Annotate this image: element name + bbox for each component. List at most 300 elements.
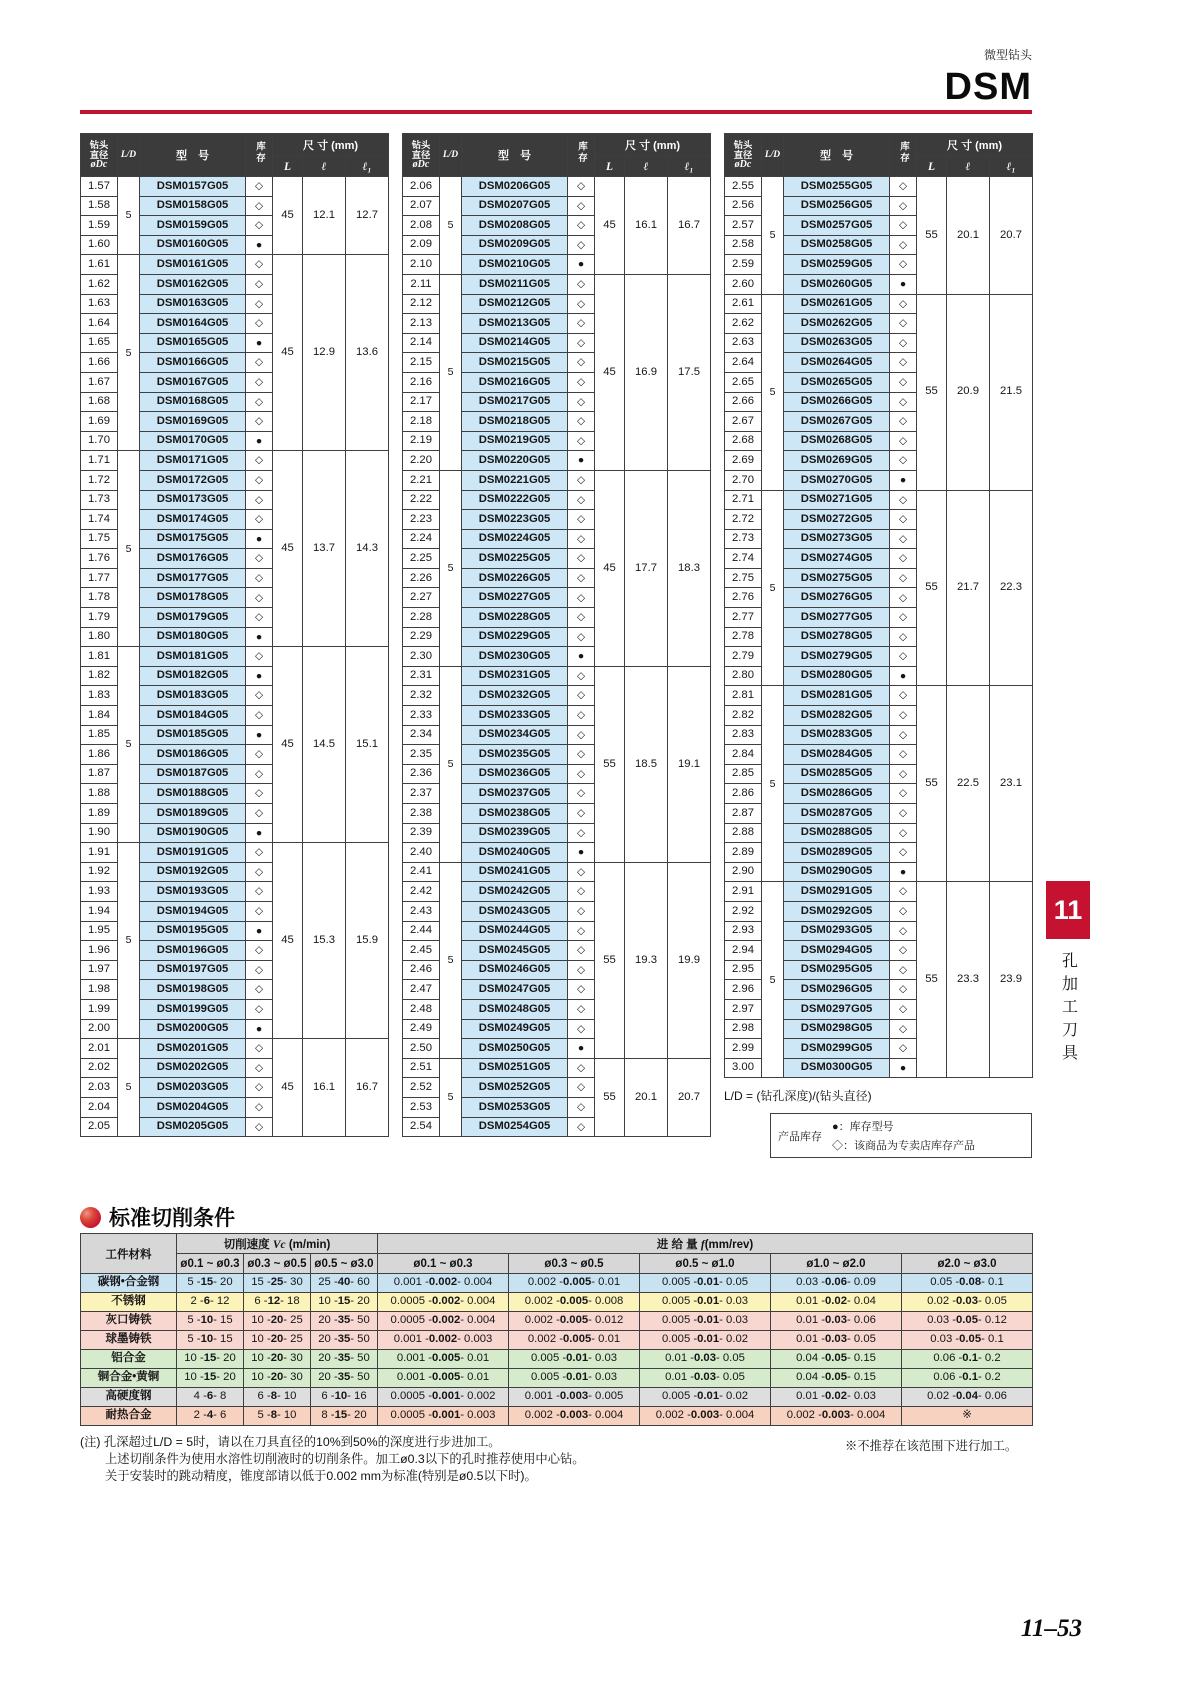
condition-value-cell: 10 -15- 20	[311, 1293, 378, 1312]
diameter-cell: 1.90	[81, 823, 118, 843]
material-name-cell: 灰口铸铁	[81, 1312, 177, 1331]
ld-column-header: L/D	[118, 134, 140, 177]
condition-value-cell: 10 -15- 20	[177, 1350, 244, 1369]
diameter-cell: 1.85	[81, 725, 118, 745]
condition-value-cell: 0.001 -0.005- 0.01	[378, 1369, 509, 1388]
model-number-cell: DSM0199G05	[140, 999, 246, 1019]
diameter-cell: 1.59	[81, 216, 118, 236]
model-number-cell: DSM0263G05	[784, 333, 890, 353]
diameter-cell: 2.35	[403, 745, 440, 765]
chapter-label-text: 孔加工刀具	[1059, 952, 1077, 1067]
model-number-cell: DSM0235G05	[462, 745, 568, 765]
stock-status-cell: ◇	[568, 725, 595, 745]
diameter-cell: 1.83	[81, 686, 118, 706]
condition-value-cell: 0.001 -0.002- 0.004	[378, 1274, 509, 1293]
diameter-column-header	[725, 134, 762, 177]
drill-row	[403, 177, 711, 197]
stock-status-cell: ◇	[246, 784, 273, 804]
dimension-cell: 22.5	[947, 686, 990, 882]
stock-status-cell: ◇	[568, 764, 595, 784]
condition-value-cell: 10 -20- 25	[244, 1331, 311, 1350]
model-number-cell: DSM0298G05	[784, 1019, 890, 1039]
ld-cell: 5	[440, 274, 462, 470]
diameter-cell: 2.57	[725, 216, 762, 236]
material-row	[81, 1350, 1033, 1369]
condition-value-cell: 5 -8- 10	[244, 1407, 311, 1426]
range-warning-note: ※不推荐在该范围下进行加工。	[845, 1439, 1018, 1453]
model-number-cell: DSM0201G05	[140, 1039, 246, 1059]
dimension-cell: 13.7	[303, 451, 346, 647]
model-number-cell: DSM0261G05	[784, 294, 890, 314]
diameter-range-row	[81, 1254, 1033, 1274]
model-number-cell: DSM0292G05	[784, 901, 890, 921]
model-number-cell: DSM0258G05	[784, 235, 890, 255]
diameter-cell: 2.67	[725, 412, 762, 432]
diameter-cell: 2.76	[725, 588, 762, 608]
model-number-cell: DSM0231G05	[462, 666, 568, 686]
dimension-cell: 18.3	[668, 470, 711, 666]
length-l1-header: ℓ₁	[990, 157, 1033, 177]
condition-value-cell: 6 -10- 16	[311, 1388, 378, 1407]
diameter-cell: 1.92	[81, 862, 118, 882]
model-number-cell: DSM0223G05	[462, 510, 568, 530]
model-number-cell: DSM0276G05	[784, 588, 890, 608]
dimension-cell: 16.1	[303, 1039, 346, 1137]
dimension-cell: 45	[273, 1039, 303, 1137]
drill-row	[403, 862, 711, 882]
stock-status-cell: ◇	[568, 1078, 595, 1098]
model-number-cell: DSM0229G05	[462, 627, 568, 647]
model-number-cell: DSM0275G05	[784, 568, 890, 588]
diameter-header-line: 钻头	[733, 140, 753, 150]
material-row	[81, 1369, 1033, 1388]
chapter-number: 11	[1053, 894, 1083, 925]
diameter-cell: 2.77	[725, 608, 762, 628]
model-number-cell: DSM0273G05	[784, 529, 890, 549]
ld-cell: 5	[440, 1058, 462, 1136]
condition-value-cell: 0.0005 -0.002- 0.004	[378, 1293, 509, 1312]
material-row	[81, 1274, 1033, 1293]
model-number-cell: DSM0230G05	[462, 647, 568, 667]
flute-length-header: ℓ	[303, 157, 346, 177]
model-number-cell: DSM0179G05	[140, 608, 246, 628]
model-number-cell: DSM0278G05	[784, 627, 890, 647]
feed-rate-header: 进 给 量 f(mm/rev)	[378, 1234, 1033, 1254]
model-number-cell: DSM0209G05	[462, 235, 568, 255]
model-number-cell: DSM0202G05	[140, 1058, 246, 1078]
diameter-cell: 2.71	[725, 490, 762, 510]
stock-legend-lines	[832, 1118, 975, 1153]
drill-row	[725, 177, 1033, 197]
stock-status-cell: ◇	[568, 980, 595, 1000]
stock-status-cell: ◇	[890, 353, 917, 373]
stock-status-cell: ◇	[568, 784, 595, 804]
diameter-cell: 2.89	[725, 843, 762, 863]
condition-value-cell: 8 -15- 20	[311, 1407, 378, 1426]
stock-status-cell: ◇	[890, 431, 917, 451]
diameter-cell: 2.73	[725, 529, 762, 549]
stock-status-cell: ●	[568, 451, 595, 471]
model-number-cell: DSM0240G05	[462, 843, 568, 863]
size-columns-header: 尺 寸 (mm)	[917, 134, 1033, 157]
diameter-cell: 2.85	[725, 764, 762, 784]
diameter-range-header: ø0.3 ~ ø0.5	[509, 1254, 640, 1274]
diameter-symbol: øDc	[90, 159, 108, 170]
dimension-cell: 18.5	[625, 666, 668, 862]
diameter-header-line: 钻头	[89, 140, 109, 150]
diameter-cell: 2.61	[725, 294, 762, 314]
stock-status-cell: ◇	[246, 901, 273, 921]
model-number-cell: DSM0283G05	[784, 725, 890, 745]
diameter-cell: 2.59	[725, 255, 762, 275]
dimension-cell: 23.9	[990, 882, 1033, 1078]
stock-status-cell: ◇	[246, 1039, 273, 1059]
diameter-cell: 2.24	[403, 529, 440, 549]
stock-status-cell: ◇	[890, 588, 917, 608]
drill-row	[725, 882, 1033, 902]
model-number-cell: DSM0161G05	[140, 255, 246, 275]
model-number-cell: DSM0270G05	[784, 470, 890, 490]
model-number-cell: DSM0185G05	[140, 725, 246, 745]
stock-status-cell: ◇	[246, 412, 273, 432]
model-number-cell: DSM0222G05	[462, 490, 568, 510]
stock-status-cell: ●	[246, 529, 273, 549]
stock-status-cell: ◇	[246, 882, 273, 902]
model-number-cell: DSM0183G05	[140, 686, 246, 706]
model-column-header: 型 号	[784, 134, 890, 177]
dimension-cell: 19.3	[625, 862, 668, 1058]
diameter-header-line: 直径	[411, 150, 431, 160]
drill-header-row	[81, 134, 389, 157]
drill-table-body	[81, 177, 389, 1137]
stock-status-cell: ◇	[246, 510, 273, 530]
footnote-line-3: 关于安装时的跳动精度，锥度部请以低于0.002 mm为标准(特别是ø0.5以下时)。	[105, 1469, 537, 1483]
condition-value-cell: 0.01 -0.03- 0.05	[640, 1369, 771, 1388]
diameter-cell: 1.94	[81, 901, 118, 921]
diameter-cell: 2.94	[725, 941, 762, 961]
stock-status-cell: ◇	[568, 1097, 595, 1117]
diameter-cell: 2.92	[725, 901, 762, 921]
model-number-cell: DSM0256G05	[784, 196, 890, 216]
diameter-cell: 2.62	[725, 314, 762, 334]
stock-status-cell: ◇	[890, 1019, 917, 1039]
diameter-cell: 2.79	[725, 647, 762, 667]
diameter-cell: 2.41	[403, 862, 440, 882]
diameter-cell: 2.74	[725, 549, 762, 569]
dimension-cell: 20.7	[668, 1058, 711, 1136]
condition-value-cell: 0.001 -0.005- 0.01	[378, 1350, 509, 1369]
dimension-cell: 12.9	[303, 255, 346, 451]
ld-cell: 5	[118, 1039, 140, 1137]
diameter-cell: 1.60	[81, 235, 118, 255]
stock-status-cell: ◇	[246, 216, 273, 236]
diameter-cell: 2.09	[403, 235, 440, 255]
stock-status-cell: ◇	[246, 451, 273, 471]
ld-cell: 5	[762, 882, 784, 1078]
ld-cell: 5	[440, 177, 462, 275]
page-header	[945, 46, 1032, 106]
condition-value-cell: 5 -15- 20	[177, 1274, 244, 1293]
diameter-cell: 2.82	[725, 706, 762, 726]
condition-value-cell: 0.0005 -0.001- 0.002	[378, 1388, 509, 1407]
stock-status-cell: ◇	[890, 764, 917, 784]
condition-value-cell: 20 -35- 50	[311, 1369, 378, 1388]
model-number-cell: DSM0274G05	[784, 549, 890, 569]
diameter-cell: 1.78	[81, 588, 118, 608]
diameter-range-header: ø2.0 ~ ø3.0	[902, 1254, 1033, 1274]
stock-status-cell: ●	[246, 627, 273, 647]
model-number-cell: DSM0300G05	[784, 1058, 890, 1078]
length-l1-header: ℓ₁	[346, 157, 389, 177]
stock-status-cell: ●	[890, 470, 917, 490]
condition-value-cell: 5 -10- 15	[177, 1331, 244, 1350]
diameter-cell: 2.80	[725, 666, 762, 686]
model-number-cell: DSM0186G05	[140, 745, 246, 765]
stock-legend-store: ◇：该商品为专卖店库存产品	[832, 1140, 975, 1153]
stock-status-cell: ◇	[890, 686, 917, 706]
stock-status-cell: ◇	[246, 804, 273, 824]
model-number-cell: DSM0232G05	[462, 686, 568, 706]
drill-table-head	[725, 134, 1033, 177]
ld-column-header: L/D	[440, 134, 462, 177]
dimension-cell: 14.3	[346, 451, 389, 647]
model-number-cell: DSM0198G05	[140, 980, 246, 1000]
model-number-cell: DSM0241G05	[462, 862, 568, 882]
diameter-cell: 2.36	[403, 764, 440, 784]
diameter-cell: 1.70	[81, 431, 118, 451]
dimension-cell: 55	[595, 1058, 625, 1136]
model-number-cell: DSM0252G05	[462, 1078, 568, 1098]
dimension-cell: 45	[273, 843, 303, 1039]
diameter-cell: 2.27	[403, 588, 440, 608]
model-number-cell: DSM0243G05	[462, 901, 568, 921]
condition-value-cell: 0.01 -0.02- 0.04	[771, 1293, 902, 1312]
stock-status-cell: ◇	[890, 901, 917, 921]
diameter-cell: 1.82	[81, 666, 118, 686]
diameter-cell: 1.97	[81, 960, 118, 980]
diameter-cell: 2.05	[81, 1117, 118, 1137]
stock-status-cell: ◇	[890, 882, 917, 902]
diameter-range-header: ø0.3 ~ ø0.5	[244, 1254, 311, 1274]
model-number-cell: DSM0176G05	[140, 549, 246, 569]
diameter-cell: 1.73	[81, 490, 118, 510]
diameter-cell: 2.68	[725, 431, 762, 451]
model-number-cell: DSM0284G05	[784, 745, 890, 765]
diameter-cell: 2.11	[403, 274, 440, 294]
model-number-cell: DSM0299G05	[784, 1039, 890, 1059]
cutting-conditions-table	[80, 1233, 1033, 1426]
diameter-cell: 1.75	[81, 529, 118, 549]
stock-status-cell: ◇	[246, 999, 273, 1019]
stock-status-cell: ◇	[568, 921, 595, 941]
stock-status-cell: ◇	[890, 980, 917, 1000]
condition-value-cell: 10 -20- 25	[244, 1312, 311, 1331]
stock-status-cell: ◇	[568, 196, 595, 216]
model-number-cell: DSM0177G05	[140, 568, 246, 588]
model-number-cell: DSM0217G05	[462, 392, 568, 412]
diameter-cell: 2.39	[403, 823, 440, 843]
drill-table-3-column	[724, 133, 1032, 1158]
stock-status-cell: ◇	[568, 235, 595, 255]
stock-status-cell: ◇	[568, 882, 595, 902]
model-number-cell: DSM0247G05	[462, 980, 568, 1000]
flute-length-header: ℓ	[947, 157, 990, 177]
stock-status-cell: ●	[246, 823, 273, 843]
model-number-cell: DSM0281G05	[784, 686, 890, 706]
model-number-cell: DSM0182G05	[140, 666, 246, 686]
diameter-cell: 1.64	[81, 314, 118, 334]
ld-cell: 5	[118, 451, 140, 647]
model-number-cell: DSM0271G05	[784, 490, 890, 510]
stock-status-cell: ●	[246, 333, 273, 353]
diameter-range-header: ø0.5 ~ ø1.0	[640, 1254, 771, 1274]
diameter-cell: 2.48	[403, 999, 440, 1019]
model-number-cell: DSM0297G05	[784, 999, 890, 1019]
diameter-cell: 2.50	[403, 1039, 440, 1059]
section-bullet-icon	[80, 1207, 101, 1228]
diameter-cell: 2.19	[403, 431, 440, 451]
stock-legend-title: 产品库存	[778, 1130, 822, 1143]
model-number-cell: DSM0286G05	[784, 784, 890, 804]
condition-value-cell: 0.03 -0.06- 0.09	[771, 1274, 902, 1293]
model-number-cell: DSM0225G05	[462, 549, 568, 569]
material-row	[81, 1388, 1033, 1407]
diameter-cell: 2.91	[725, 882, 762, 902]
diameter-cell: 2.10	[403, 255, 440, 275]
diameter-range-header: ø1.0 ~ ø2.0	[771, 1254, 902, 1274]
model-number-cell: DSM0246G05	[462, 960, 568, 980]
section-title: 标准切削条件	[109, 1207, 235, 1230]
stock-status-cell: ●	[246, 725, 273, 745]
stock-legend-stocked: ●：库存型号	[832, 1121, 894, 1134]
length-L-header: L	[595, 157, 625, 177]
model-number-cell: DSM0251G05	[462, 1058, 568, 1078]
diameter-cell: 1.93	[81, 882, 118, 902]
condition-value-cell: 0.0005 -0.002- 0.004	[378, 1312, 509, 1331]
size-columns-header: 尺 寸 (mm)	[595, 134, 711, 157]
diameter-cell: 1.74	[81, 510, 118, 530]
stock-status-cell: ◇	[246, 274, 273, 294]
stock-status-cell: ◇	[890, 706, 917, 726]
drill-row	[81, 1039, 389, 1059]
cutting-table-body	[81, 1274, 1033, 1426]
stock-status-cell: ◇	[890, 529, 917, 549]
model-number-cell: DSM0234G05	[462, 725, 568, 745]
diameter-cell: 1.66	[81, 353, 118, 373]
material-name-cell: 铝合金	[81, 1350, 177, 1369]
speed-symbol: Vc	[272, 1238, 286, 1251]
dimension-cell: 15.1	[346, 647, 389, 843]
model-column-header: 型 号	[140, 134, 246, 177]
diameter-cell: 2.66	[725, 392, 762, 412]
model-number-cell: DSM0267G05	[784, 412, 890, 432]
stock-status-cell: ◇	[568, 274, 595, 294]
model-number-cell: DSM0266G05	[784, 392, 890, 412]
condition-value-cell: 0.002 -0.003- 0.004	[509, 1407, 640, 1426]
drill-table-1	[80, 133, 389, 1137]
diameter-header-line: 直径	[733, 150, 753, 160]
ld-cell: 5	[118, 255, 140, 451]
diameter-cell: 2.18	[403, 412, 440, 432]
diameter-column-header	[403, 134, 440, 177]
model-number-cell: DSM0236G05	[462, 764, 568, 784]
model-number-cell: DSM0237G05	[462, 784, 568, 804]
model-number-cell: DSM0193G05	[140, 882, 246, 902]
stock-status-cell: ◇	[246, 255, 273, 275]
stock-status-cell: ◇	[246, 392, 273, 412]
diameter-cell: 1.89	[81, 804, 118, 824]
length-L-header: L	[917, 157, 947, 177]
footnote-line-2: 上述切削条件为使用水溶性切削液时的切削条件。加工ø0.3以下的孔时推荐使用中心钻。	[105, 1452, 585, 1466]
drill-header-row	[725, 134, 1033, 157]
stock-status-cell: ●	[246, 666, 273, 686]
stock-status-cell: ◇	[568, 941, 595, 961]
stock-status-cell: ◇	[890, 255, 917, 275]
dimension-cell: 45	[595, 274, 625, 470]
model-number-cell: DSM0226G05	[462, 568, 568, 588]
stock-status-cell: ◇	[568, 960, 595, 980]
condition-value-cell: 0.01 -0.02- 0.03	[771, 1388, 902, 1407]
model-number-cell: DSM0280G05	[784, 666, 890, 686]
stock-status-cell: ◇	[246, 314, 273, 334]
model-number-cell: DSM0164G05	[140, 314, 246, 334]
material-row	[81, 1407, 1033, 1426]
stock-status-cell: ◇	[890, 608, 917, 628]
stock-status-cell: ◇	[890, 999, 917, 1019]
material-name-cell: 高硬度钢	[81, 1388, 177, 1407]
ld-cell: 5	[118, 177, 140, 255]
dimension-cell: 19.9	[668, 862, 711, 1058]
stock-status-cell: ●	[246, 235, 273, 255]
material-name-cell: 碳钢•合金钢	[81, 1274, 177, 1293]
ld-cell: 5	[440, 666, 462, 862]
dimension-cell: 55	[917, 686, 947, 882]
diameter-cell: 2.45	[403, 941, 440, 961]
chapter-tab	[1046, 881, 1090, 939]
model-number-cell: DSM0224G05	[462, 529, 568, 549]
stock-status-cell: ◇	[568, 666, 595, 686]
dimension-cell: 20.1	[947, 177, 990, 295]
diameter-cell: 2.54	[403, 1117, 440, 1137]
model-number-cell: DSM0158G05	[140, 196, 246, 216]
diameter-cell: 2.33	[403, 706, 440, 726]
stock-status-cell: ◇	[568, 529, 595, 549]
diameter-cell: 1.62	[81, 274, 118, 294]
condition-value-cell: 0.05 -0.08- 0.1	[902, 1274, 1033, 1293]
condition-value-cell: 0.005 -0.01- 0.02	[640, 1331, 771, 1350]
condition-value-cell: 0.002 -0.005- 0.01	[509, 1331, 640, 1350]
model-number-cell: DSM0203G05	[140, 1078, 246, 1098]
condition-value-cell: 0.005 -0.01- 0.03	[509, 1350, 640, 1369]
diameter-cell: 2.56	[725, 196, 762, 216]
stock-status-cell: ◇	[246, 686, 273, 706]
dimension-cell: 55	[917, 882, 947, 1078]
condition-value-cell: 0.03 -0.05- 0.12	[902, 1312, 1033, 1331]
model-number-cell: DSM0228G05	[462, 608, 568, 628]
stock-status-cell: ◇	[246, 745, 273, 765]
diameter-cell: 2.98	[725, 1019, 762, 1039]
model-number-cell: DSM0175G05	[140, 529, 246, 549]
condition-value-cell: 0.002 -0.005- 0.012	[509, 1312, 640, 1331]
model-number-cell: DSM0213G05	[462, 314, 568, 334]
stock-status-cell: ◇	[890, 392, 917, 412]
dimension-cell: 55	[595, 862, 625, 1058]
model-number-cell: DSM0255G05	[784, 177, 890, 197]
ld-cell: 5	[762, 294, 784, 490]
dimension-cell: 16.9	[625, 274, 668, 470]
stock-status-cell: ◇	[890, 314, 917, 334]
stock-status-cell: ◇	[568, 608, 595, 628]
